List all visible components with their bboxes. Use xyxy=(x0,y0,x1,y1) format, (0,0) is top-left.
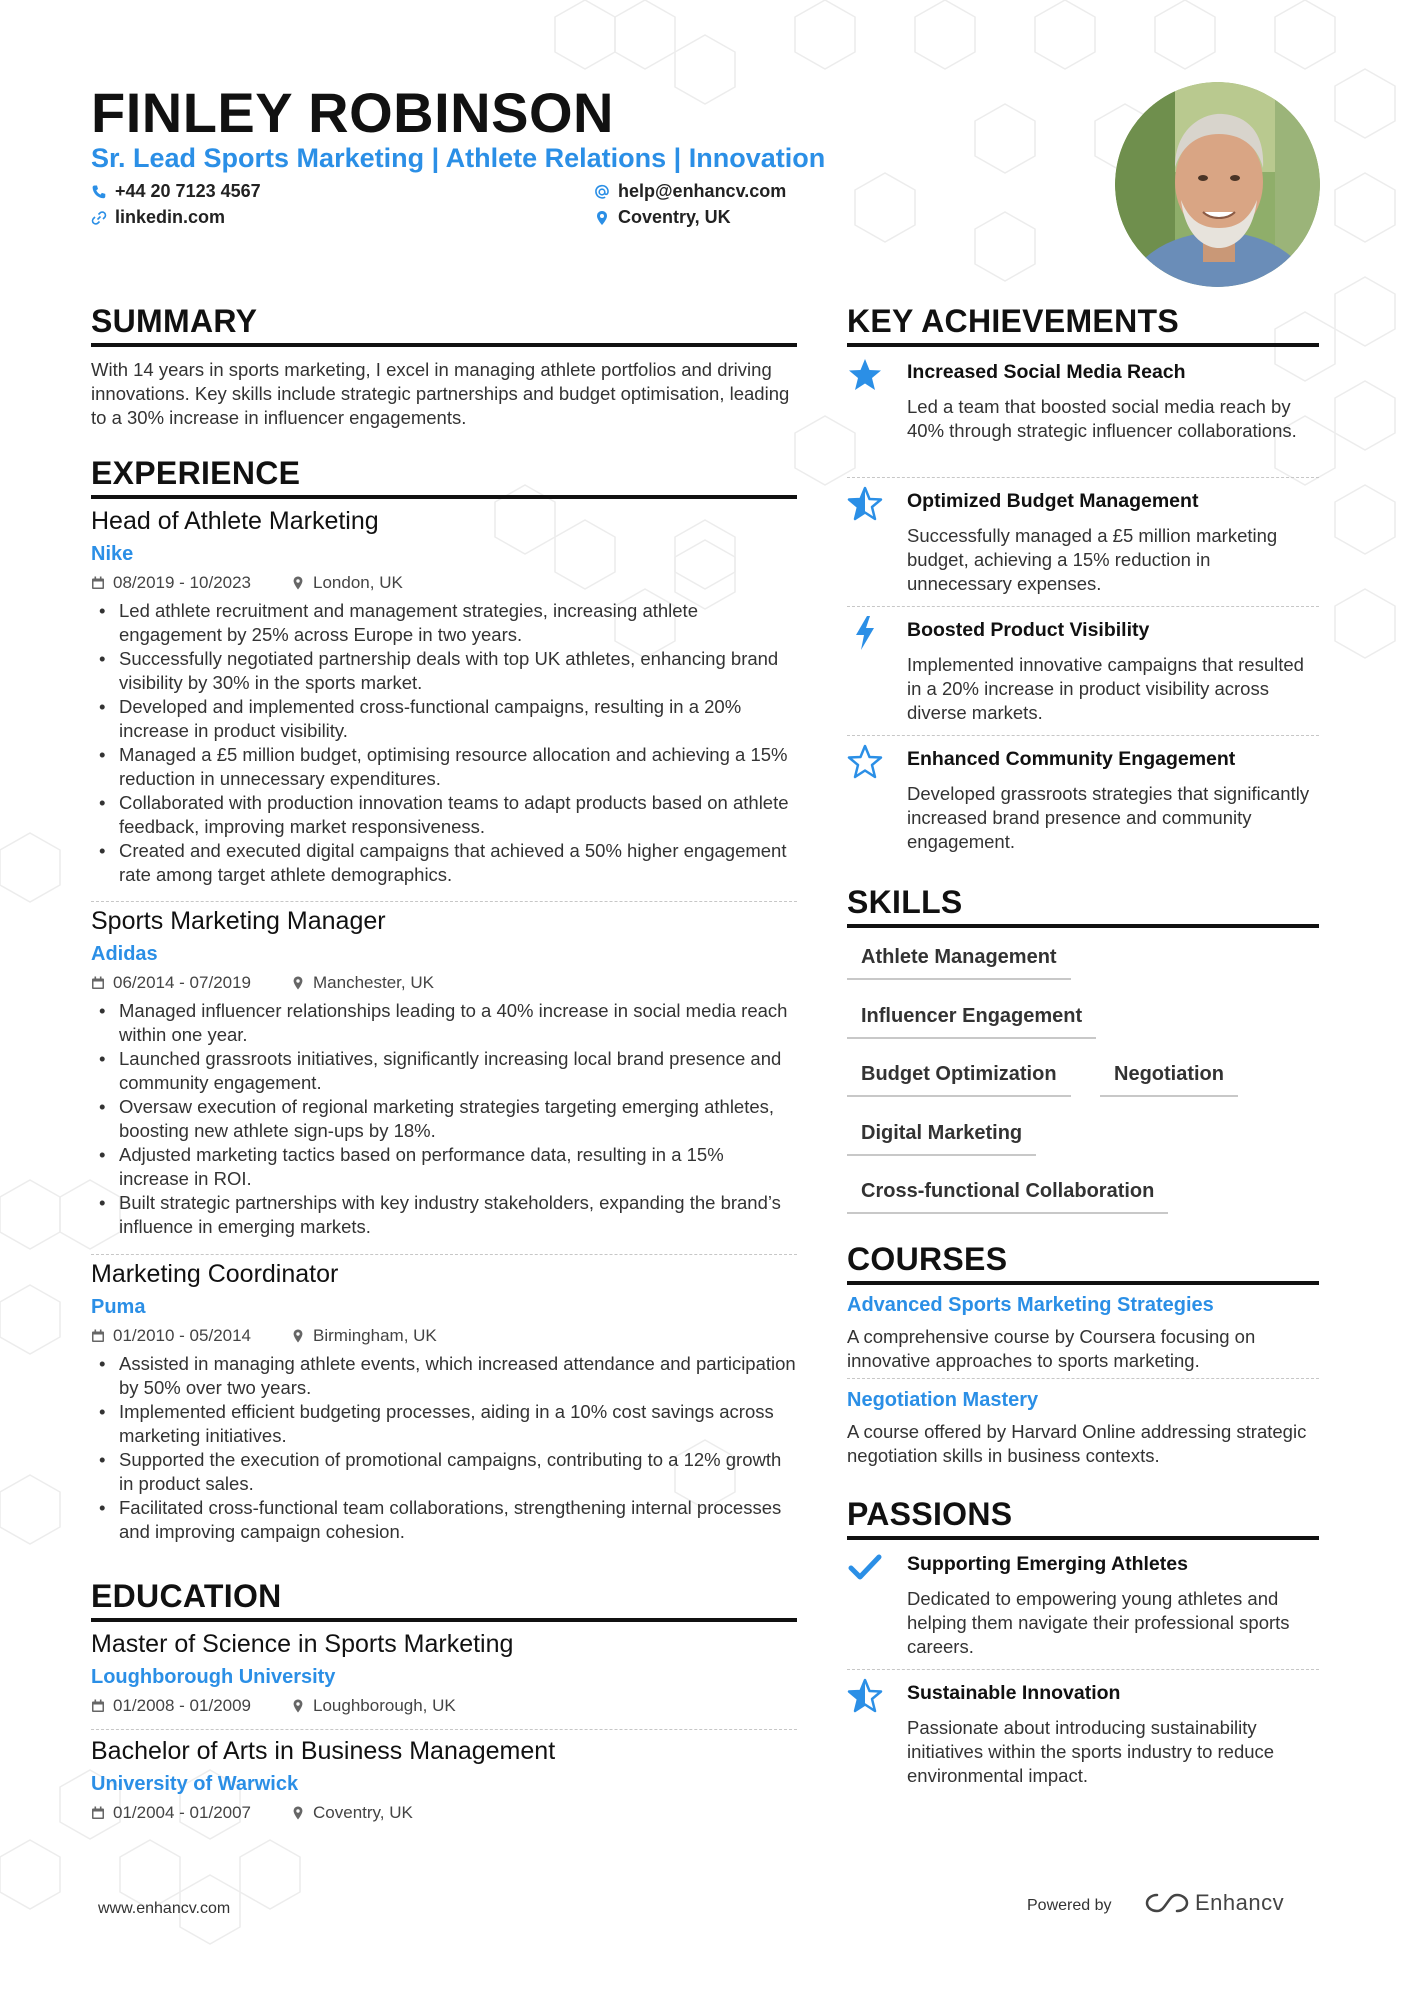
bullet-item: • Managed a £5 million budget, optimising resource allocation and achieving a 15% reduction in unnecessary expenditures. xyxy=(91,743,797,791)
bullet-item: • Developed and implemented cross-functional campaigns, resulting in a 20% increase in product visibility. xyxy=(91,695,797,743)
bullet-item: • Built strategic partnerships with key industry stakeholders, expanding the brand’s influence in emerging markets. xyxy=(91,1191,797,1239)
experience-entry xyxy=(91,1258,797,1544)
contact-linkedin[interactable] xyxy=(91,207,225,228)
education-heading: EDUCATION xyxy=(91,1578,282,1614)
job-title: Sports Marketing Manager xyxy=(91,907,386,935)
calendar-icon xyxy=(91,576,105,590)
job-bullets xyxy=(91,1352,797,1544)
calendar-icon xyxy=(91,1699,105,1713)
location-pin-icon xyxy=(291,1329,305,1343)
location-pin-icon xyxy=(594,210,610,226)
course-text: A comprehensive course by Coursera focusing on innovative approaches to sports marketing. xyxy=(847,1326,1256,1371)
bullet-item: • Managed influencer relationships leading to a 40% increase in social media reach within one year. xyxy=(91,999,797,1047)
bullet-item: • Assisted in managing athlete events, which increased attendance and participation by 50% over two years. xyxy=(91,1352,797,1400)
course-title: Advanced Sports Marketing Strategies xyxy=(847,1294,1214,1316)
summary-divider xyxy=(91,343,797,347)
education-meta xyxy=(91,1694,797,1718)
location-text: Coventry, UK xyxy=(618,207,731,227)
job-meta xyxy=(91,971,797,995)
courses-heading: COURSES xyxy=(847,1241,1008,1277)
entry-divider xyxy=(847,477,1319,478)
job-bullets xyxy=(91,999,797,1239)
profile-photo xyxy=(1115,82,1320,287)
achievement-title: Boosted Product Visibility xyxy=(907,619,1150,641)
entry-divider xyxy=(847,735,1319,736)
skill-tag: Negotiation xyxy=(1100,1057,1238,1097)
course-title: Negotiation Mastery xyxy=(847,1389,1039,1411)
experience-divider xyxy=(91,495,797,499)
entry-divider xyxy=(847,606,1319,607)
job-title: Head of Athlete Marketing xyxy=(91,507,379,535)
phone-icon xyxy=(91,184,107,200)
job-location: Manchester, UK xyxy=(313,973,434,992)
achievement-item xyxy=(847,744,1319,864)
lightning-icon xyxy=(847,615,883,651)
entry-divider xyxy=(91,1729,797,1730)
education-entry xyxy=(91,1735,797,1825)
achievement-text: Led a team that boosted social media reach by 40% through strategic influencer collaborations. xyxy=(907,396,1297,441)
course-text: A course offered by Harvard Online addressing strategic negotiation skills in business contexts. xyxy=(847,1421,1307,1466)
achievement-title: Enhanced Community Engagement xyxy=(907,748,1236,770)
enhancv-logo-icon xyxy=(1145,1891,1189,1915)
linkedin-text: linkedin.com xyxy=(115,207,226,227)
job-meta xyxy=(91,571,797,595)
phone-text: +44 20 7123 4567 xyxy=(115,181,261,201)
bullet-item: • Created and executed digital campaigns that achieved a 50% higher engagement rate among target athlete demographics. xyxy=(91,839,797,887)
skill-tag: Budget Optimization xyxy=(847,1057,1071,1097)
job-company: Nike xyxy=(91,543,134,565)
degree-title: Bachelor of Arts in Business Management xyxy=(91,1737,556,1765)
footer-website-link[interactable]: www.enhancv.com xyxy=(98,1900,231,1917)
degree-title: Master of Science in Sports Marketing xyxy=(91,1630,514,1658)
skill-tag: Cross-functional Collaboration xyxy=(847,1174,1168,1214)
job-dates: 08/2019 - 10/2023 xyxy=(113,573,252,592)
star-half-icon xyxy=(847,1678,883,1714)
education-location: Coventry, UK xyxy=(313,1803,413,1822)
location-pin-icon xyxy=(291,576,305,590)
achievement-text: Developed grassroots strategies that significantly increased brand presence and community engagement. xyxy=(907,783,1310,852)
skill-tag: Athlete Management xyxy=(847,940,1071,980)
achievement-item xyxy=(847,615,1319,735)
education-dates: 01/2004 - 01/2007 xyxy=(113,1803,252,1822)
calendar-icon xyxy=(91,1806,105,1820)
calendar-icon xyxy=(91,976,105,990)
achievement-item xyxy=(847,357,1319,477)
school-name: Loughborough University xyxy=(91,1666,336,1688)
star-half-icon xyxy=(847,486,883,522)
passion-title: Sustainable Innovation xyxy=(907,1682,1121,1704)
entry-divider xyxy=(91,901,797,902)
at-sign-icon xyxy=(594,184,610,200)
achievement-title: Increased Social Media Reach xyxy=(907,361,1186,383)
skill-tag: Influencer Engagement xyxy=(847,999,1096,1039)
education-entry xyxy=(91,1628,797,1718)
skills-divider xyxy=(847,924,1319,928)
entry-divider xyxy=(847,1378,1319,1379)
bullet-item: • Led athlete recruitment and management strategies, increasing athlete engagement by 25% across Europe in two years. xyxy=(91,599,797,647)
passion-item xyxy=(847,1549,1319,1669)
education-location: Loughborough, UK xyxy=(313,1696,456,1715)
checkmark-icon xyxy=(847,1549,883,1585)
bullet-item: • Successfully negotiated partnership deals with top UK athletes, enhancing brand visibility by 30% in the sports market. xyxy=(91,647,797,695)
job-company: Puma xyxy=(91,1296,146,1318)
location-pin-icon xyxy=(291,1806,305,1820)
job-location: London, UK xyxy=(313,573,403,592)
achievement-item xyxy=(847,486,1319,606)
link-icon xyxy=(91,210,107,226)
entry-divider xyxy=(847,1669,1319,1670)
bullet-item: • Collaborated with production innovation teams to adapt products based on athlete feedback, improving market responsiveness. xyxy=(91,791,797,839)
footer-brand-logo[interactable] xyxy=(1145,1890,1284,1916)
job-dates: 06/2014 - 07/2019 xyxy=(113,973,252,992)
achievements-divider xyxy=(847,343,1319,347)
contact-location xyxy=(594,207,731,228)
achievements-heading: KEY ACHIEVEMENTS xyxy=(847,303,1179,339)
job-location: Birmingham, UK xyxy=(313,1326,437,1345)
job-company: Adidas xyxy=(91,943,158,965)
experience-entry xyxy=(91,505,797,887)
passion-text: Dedicated to empowering young athletes and helping them navigate their professional sports careers. xyxy=(907,1588,1290,1657)
bullet-item: • Facilitated cross-functional team collaborations, strengthening internal processes and improving campaign cohesion. xyxy=(91,1496,797,1544)
achievement-title: Optimized Budget Management xyxy=(907,490,1199,512)
summary-text: With 14 years in sports marketing, I excel in managing athlete portfolios and driving innovations. Key skills include strategic partnerships and budget optimisation, leading to a 30% increase in influencer engagements. xyxy=(91,359,790,428)
education-divider xyxy=(91,1618,797,1622)
summary-heading: SUMMARY xyxy=(91,303,258,339)
location-pin-icon xyxy=(291,1699,305,1713)
bullet-item: • Launched grassroots initiatives, significantly increasing local brand presence and community engagement. xyxy=(91,1047,797,1095)
school-name: University of Warwick xyxy=(91,1773,299,1795)
education-meta xyxy=(91,1801,797,1825)
email-text: help@enhancv.com xyxy=(618,181,787,201)
star-outline-icon xyxy=(847,744,883,780)
entry-divider xyxy=(91,1254,797,1255)
footer-powered-by: Powered by xyxy=(1027,1897,1112,1914)
bullet-item: • Oversaw execution of regional marketing strategies targeting emerging athletes, boosting new athlete sign-ups by 18%. xyxy=(91,1095,797,1143)
candidate-subtitle: Sr. Lead Sports Marketing | Athlete Relations | Innovation xyxy=(91,143,826,173)
job-meta xyxy=(91,1324,797,1348)
passions-heading: PASSIONS xyxy=(847,1496,1013,1532)
bullet-item: • Adjusted marketing tactics based on performance data, resulting in a 15% increase in ROI. xyxy=(91,1143,797,1191)
education-dates: 01/2008 - 01/2009 xyxy=(113,1696,252,1715)
calendar-icon xyxy=(91,1329,105,1343)
skill-tag: Digital Marketing xyxy=(847,1116,1036,1156)
experience-heading: EXPERIENCE xyxy=(91,455,301,491)
job-title: Marketing Coordinator xyxy=(91,1260,339,1288)
passion-text: Passionate about introducing sustainability initiatives within the sports industry to reduce environmental impact. xyxy=(907,1717,1275,1786)
bullet-item: • Supported the execution of promotional campaigns, contributing to a 12% growth in product sales. xyxy=(91,1448,797,1496)
passion-item xyxy=(847,1678,1319,1798)
achievement-text: Successfully managed a £5 million marketing budget, achieving a 15% reduction in unnecessary expenses. xyxy=(907,525,1278,594)
footer-brand-name: Enhancv xyxy=(1195,1890,1285,1915)
contact-phone[interactable] xyxy=(91,181,261,202)
job-bullets xyxy=(91,599,797,887)
bullet-item: • Implemented efficient budgeting processes, aiding in a 10% cost savings across marketing initiatives. xyxy=(91,1400,797,1448)
contact-email[interactable] xyxy=(594,181,786,202)
star-filled-icon xyxy=(847,357,883,393)
passions-divider xyxy=(847,1536,1319,1540)
job-dates: 01/2010 - 05/2014 xyxy=(113,1326,252,1345)
skills-heading: SKILLS xyxy=(847,884,963,920)
courses-divider xyxy=(847,1281,1319,1285)
passion-title: Supporting Emerging Athletes xyxy=(907,1553,1188,1575)
achievement-text: Implemented innovative campaigns that resulted in a 20% increase in product visibility across diverse markets. xyxy=(907,654,1304,723)
location-pin-icon xyxy=(291,976,305,990)
experience-entry xyxy=(91,905,797,1239)
candidate-name: FINLEY ROBINSON xyxy=(91,81,614,144)
